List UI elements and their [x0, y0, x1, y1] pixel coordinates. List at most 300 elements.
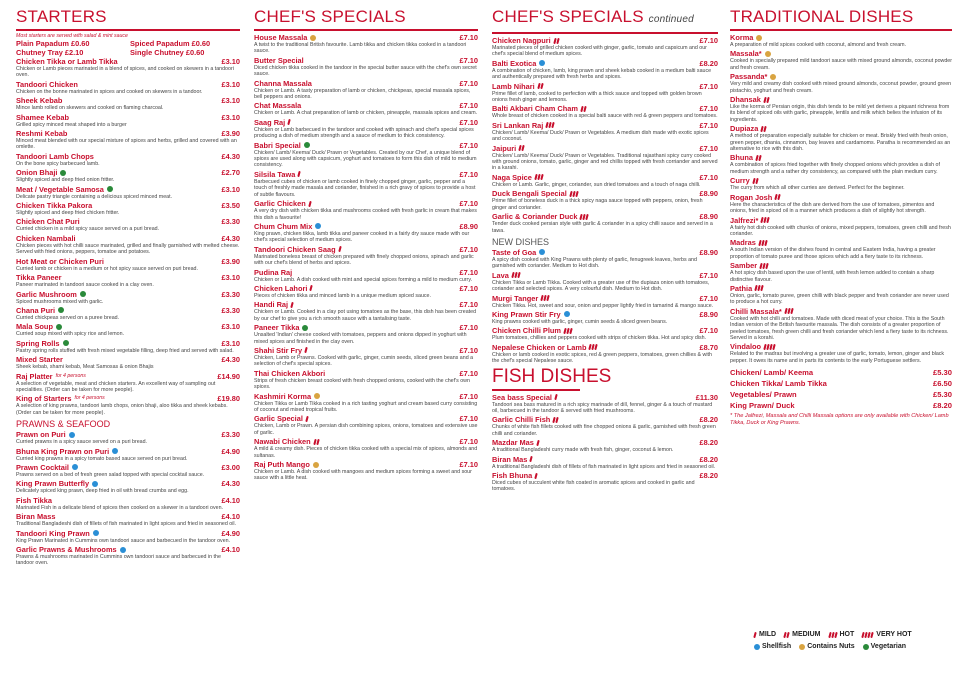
menu-item-header [254, 222, 478, 231]
menu-item-description: Marinated pieces of grilled chicken cooked with ginger, garlic, tomato and capsicum and our chef's special blend of medium spices. [492, 45, 707, 58]
menu-item [254, 323, 478, 345]
menu-item [730, 176, 952, 191]
vegetarian-icon-badge [107, 186, 113, 192]
menu-item-header [254, 79, 478, 88]
curry-price-row [730, 400, 952, 411]
chili-icon [556, 37, 559, 43]
chefs-specials-title: CHEF'S SPECIALS [254, 7, 406, 26]
menu-item-header [492, 310, 718, 319]
menu-item [16, 234, 240, 256]
menu-item-price: £3.10 [221, 322, 240, 332]
chili-rating-icon [756, 155, 762, 161]
menu-item [492, 189, 718, 211]
curry-option-name: King Prawn/ Duck [730, 401, 795, 411]
menu-item [254, 369, 478, 391]
traditional-dishes-title: TRADITIONAL DISHES [730, 7, 914, 26]
shellfish-icon-badge [93, 530, 99, 536]
chili-rating-icon [764, 97, 770, 103]
menu-item-price: £7.10 [459, 199, 478, 209]
menu-item [254, 414, 478, 436]
shellfish-icon [69, 432, 75, 438]
title-rule [492, 389, 580, 391]
menu-item [16, 80, 240, 95]
chili-icon [772, 344, 775, 350]
menu-item [730, 238, 952, 260]
menu-item-name: Biran Mas [492, 454, 528, 464]
menu-item-header [730, 342, 952, 351]
menu-item-price: £8.70 [699, 342, 718, 352]
chili-rating-icon [759, 240, 768, 246]
menu-item-header [16, 372, 240, 381]
menu-item-header [254, 245, 478, 254]
menu-item-name: Fish Bhuna [492, 471, 533, 480]
menu-item-name: Saag Raj [254, 117, 286, 127]
chili-rating-icon [555, 394, 558, 400]
chili-icon [586, 213, 589, 219]
curry-option-name: Vegetables/ Prawn [730, 390, 797, 400]
menu-item-header [492, 326, 718, 335]
menu-item-name: Dhansak [730, 95, 761, 105]
chili-icon [766, 96, 769, 102]
menu-item [492, 59, 718, 81]
menu-item-description: A mild & creamy dish. Pieces of chicken tikka cooked with a special mix of spices, almonds and sultanas. [254, 446, 478, 459]
menu-item-name: King Prawn Butterfly [16, 479, 90, 489]
menu-item-header [730, 261, 952, 270]
menu-item-name: Fish Tikka [16, 495, 53, 505]
menu-item [16, 306, 240, 321]
menu-item [16, 290, 240, 305]
menu-item-header [16, 447, 240, 456]
menu-item-description: Here the characteristics of the dish are derived from the use of tomatoes, pimentos and onions, fried in spiced oil in a manner which produces a dish of slightly hot strength. [730, 201, 935, 215]
menu-item-header [16, 463, 240, 472]
section-title-text: CHEF'S SPECIALS [492, 7, 644, 26]
menu-item-header [254, 170, 478, 179]
menu-item-header [16, 339, 240, 348]
curry-price-row [730, 378, 952, 389]
chili-rating-icon [305, 347, 308, 353]
menu-item-description: Curried chicken in a mild spicy sauce served on a puri bread. [16, 226, 160, 233]
menu-item-header [730, 216, 952, 225]
prawns-list [16, 430, 240, 567]
legend-label: VERY HOT [876, 631, 912, 638]
shellfish-icon [112, 448, 118, 454]
menu-item-description: Prime fillet of boneless duck in a thick spicy naga sauce topped with peppers, onion, fresh ginger and coriander. [492, 198, 703, 211]
shellfish-icon [315, 223, 321, 229]
vegetarian-icon-badge [80, 291, 86, 297]
menu-item-name: Garlic Mushroom [16, 289, 77, 299]
chili-icon [575, 191, 578, 197]
nut-icon-badge [765, 51, 771, 57]
chili-icon [298, 171, 301, 177]
menu-item-price: £3.90 [221, 129, 240, 139]
menu-item-price: £7.10 [459, 33, 478, 42]
menu-item-name: Silsila Tawa [254, 169, 296, 179]
menu-item-price: £7.10 [459, 391, 478, 401]
shellfish-icon-badge [92, 481, 98, 487]
starters-list [16, 57, 240, 416]
menu-item-description: Prawns served on a bed of fresh green salad topped with special cocktail sauce. [16, 471, 205, 478]
legend-shellfish [754, 641, 791, 653]
menu-item-header [254, 118, 478, 127]
menu-item-name: Jaipuri [492, 143, 517, 153]
menu-item-description: Chicken on the bonne marinated in spices and cooked on skewers in a tandoor. [16, 88, 203, 95]
curry-price-row [730, 389, 952, 400]
menu-item-price: £7.10 [699, 326, 718, 336]
vegetarian-icon-badge [56, 324, 62, 330]
chili-rating-icon [553, 417, 559, 423]
menu-item [16, 129, 240, 151]
menu-item [254, 346, 478, 368]
menu-item-header [254, 460, 478, 469]
menu-item-name: Mazdar Mas [492, 438, 534, 448]
menu-item-header [254, 300, 478, 309]
chefs-specials-continued-list [492, 36, 718, 234]
prawns-title: PRAWNS & SEAFOOD [16, 419, 111, 430]
menu-item-name: Babri Special [254, 140, 301, 150]
menu-item-description: Chicken or Lamb. Garlic, ginger, coriander, sun dried tomatoes and a touch of naga chilli. [492, 181, 701, 188]
menu-item-name: Raj Platter [16, 371, 53, 381]
legend-medium [784, 629, 820, 641]
menu-item-price: £4.10 [221, 495, 240, 505]
menu-item-description: Pastry spring rolls stuffed with fresh mixed vegetable filling, deep fried and served with salad. [16, 347, 234, 354]
chili-icon [583, 106, 586, 112]
menu-item-description: Onion, garlic, tomato puree, green chilli with black pepper and fresh coriander are never used to produce a hot curry. [730, 292, 949, 306]
menu-item-header [492, 144, 718, 153]
menu-item-price: £8.20 [699, 454, 718, 464]
vegetarian-icon [304, 142, 310, 148]
menu-item-header [730, 124, 952, 133]
menu-item [492, 415, 718, 437]
shellfish-icon [539, 60, 545, 66]
legend-label: MILD [759, 631, 777, 638]
papadum-item: Plain Papadum £0.60 [16, 39, 90, 48]
traditional-dishes-list [730, 33, 952, 364]
menu-item-price: £14.90 [217, 371, 240, 381]
menu-item-description: Pieces of chicken tikka and minced lamb in a unique medium spiced sauce. [254, 292, 431, 299]
menu-item-header [492, 212, 718, 221]
menu-item-price: £8.90 [699, 189, 718, 199]
menu-item-description: Chicken, Lamb or Prawn. A persian dish combining spices, onions, tomatoes and extensive use of garlic. [254, 423, 478, 436]
curry-price-row [730, 367, 952, 378]
menu-item-description: Chicken or Lamb. A tasty preparation of lamb or chicken, chickpeas, special massala spices, bell peppers and onions. [254, 87, 471, 101]
menu-item-header [254, 369, 478, 378]
title-rule [730, 29, 952, 31]
menu-item-price: £4.30 [221, 233, 240, 243]
chefs-specials-continued-column [492, 6, 718, 494]
legend-label: MEDIUM [792, 631, 821, 638]
menu-item-header [492, 121, 718, 130]
menu-item-price: £3.90 [221, 256, 240, 266]
chili-rating-icon [512, 272, 521, 278]
menu-item-price: £7.10 [699, 36, 718, 45]
menu-item-name: Pathia [730, 283, 753, 293]
menu-item [254, 33, 478, 55]
menu-item-header [254, 141, 478, 150]
nut-icon-badge [313, 462, 319, 468]
chili-rating-icon [339, 246, 342, 252]
menu-item-price: £3.30 [221, 217, 240, 227]
menu-item [254, 199, 478, 221]
shellfish-icon [120, 547, 126, 553]
nut-icon [313, 462, 319, 468]
menu-item-header [730, 153, 952, 162]
chili-icon [755, 178, 758, 184]
menu-item-header [16, 394, 240, 403]
starters-column [16, 6, 240, 568]
menu-item-description: Cooked with hot chilli and tomatoes. Made with diced meat of your choice. This is the South Indian version of the British favourite massala. The dish consists of a greater proportion of peeled tomatoes, fresh green chilli and fresh coriander which lend a fiery taste to its richness. Served in a korahi. [730, 315, 949, 341]
menu-item-price: £7.10 [459, 169, 478, 179]
menu-item-price: £4.90 [221, 446, 240, 456]
chili-rating-icon [291, 302, 294, 308]
menu-item-header [16, 355, 240, 364]
menu-item-name: Tandoori Chicken [16, 79, 78, 89]
menu-item [492, 248, 718, 270]
menu-item-header [254, 33, 478, 42]
menu-item-header [730, 307, 952, 316]
menu-item [254, 101, 478, 116]
menu-item-name: Duck Bengali Special [492, 189, 567, 199]
menu-item-description: King prawn, chicken tikka, lamb tikka and paneer cooked in a fairly dry sauce made with our chef's special selection of medium spices. [254, 230, 470, 244]
menu-item-price: £4.30 [221, 151, 240, 161]
menu-item-name: Sri Lankan Raj [492, 120, 544, 130]
chili-rating-icon [546, 122, 555, 128]
menu-item-name: Nawabi Chicken [254, 437, 311, 447]
menu-item-price: £7.10 [459, 283, 478, 293]
nut-icon [765, 51, 771, 57]
chili-icon [310, 285, 313, 291]
vegetarian-icon [107, 186, 113, 192]
menu-item-description: Curried soup mixed with spicy rice and lemon. [16, 331, 125, 338]
menu-item-header [730, 176, 952, 185]
chili-rating-icon [570, 191, 579, 197]
shellfish-icon [92, 481, 98, 487]
menu-item-name: Lava [492, 270, 509, 280]
menu-item-name: King Prawn Stir Fry [492, 309, 561, 319]
papadum-item: Chutney Tray £2.10 [16, 47, 84, 57]
vegetarian-icon [60, 170, 66, 176]
menu-item-description: Curried prawns in a spicy sauce served on a puri bread. [16, 439, 148, 446]
menu-item [254, 222, 478, 244]
menu-item [492, 438, 718, 453]
menu-item-name: Chat Massala [254, 101, 302, 111]
nut-icon-badge [770, 74, 776, 80]
menu-item-name: Prawn on Puri [16, 430, 66, 440]
menu-item-description: Chicken pieces with hot chilli sauce marinated, grilled and finally garnished with melted cheese. Served with fried onions, peppers, tomatoe and potatoes. [16, 242, 240, 256]
menu-item [16, 168, 240, 183]
vegetarian-icon-badge [58, 307, 64, 313]
menu-item-price: £4.90 [221, 528, 240, 538]
chili-icon [753, 632, 756, 638]
menu-item-price: £8.20 [699, 471, 718, 480]
menu-item-price: £7.10 [699, 81, 718, 91]
menu-item-header [16, 113, 240, 122]
menu-item-description: Chicken or Lamb. A dish cooked with mint and special spices forming a mild to medium curry. [254, 276, 473, 283]
menu-item [16, 273, 240, 288]
menu-item [254, 300, 478, 322]
menu-item-description: Chicken/ Lamb/ Keema/ Duck/ Prawn or Vegetables. Created by our Chef, a unique blend of spices are used along with capsicum, yoghurt and tomatoes to form this dish of mild to medium consistency. [254, 149, 477, 169]
menu-item-name: Massala* [730, 49, 762, 59]
chili-rating-icon [537, 440, 540, 446]
shellfish-icon-badge [120, 547, 126, 553]
menu-item-description: Chicken or Lamb pieces marinated in a blend of spices, and cooked on skewers in a tandoori oven. [16, 66, 234, 79]
menu-item-header [492, 455, 718, 464]
menu-item-price: £7.10 [699, 143, 718, 153]
chili-rating-icon [581, 106, 587, 112]
starters-note: Most starters are served with salad & mint sauce [16, 33, 128, 39]
menu-item-header [16, 201, 240, 210]
menu-item-header [16, 529, 240, 538]
title-rule [16, 29, 240, 31]
menu-item-price: £7.10 [459, 300, 478, 310]
menu-item-header [492, 271, 718, 280]
menu-item-description: Chunks of white fish fillets cooked with fine chopped onions & garlic, garnished with fresh green chilli and coriander. [492, 424, 716, 437]
menu-item [16, 322, 240, 337]
menu-item-price: £3.10 [221, 184, 240, 194]
nut-icon-badge [314, 393, 320, 399]
menu-item-header [254, 437, 478, 446]
menu-item-header [254, 101, 478, 110]
menu-item-description: Curried king prawns in a spicy tomato based sauce served on puri bread. [16, 455, 188, 462]
menu-item-price: £3.10 [221, 79, 240, 89]
menu-item-price: £8.20 [699, 438, 718, 448]
menu-item-name: Chilli Massala* [730, 306, 782, 316]
menu-item-description: A method of preparation especially suitable for chicken or meat. Briskly fried with fresh onion, green pepper, dhania, cinnamon, bay leaves and cardamoms. Paratha is recommended as an alternative to rice with this dish. [730, 133, 951, 153]
menu-item [16, 447, 240, 462]
menu-item-header [254, 392, 478, 401]
menu-item [254, 79, 478, 101]
chili-rating-icon [785, 308, 794, 314]
menu-item-description: The curry from which all other curries are derived. Perfect for the beginner. [730, 185, 905, 192]
menu-item-header [254, 199, 478, 208]
chili-icon [764, 126, 767, 132]
menu-item-description: Chicken, Lamb or Prawns. Cooked with garlic, ginger, cumin seeds, sliced green beans and a selection of chef's special spices. [254, 354, 474, 368]
menu-item-price: £7.10 [459, 140, 478, 150]
menu-item-name: Butter Special [254, 55, 304, 65]
menu-item [492, 144, 718, 172]
chili-rating-icon [761, 126, 767, 132]
shellfish-icon [539, 249, 545, 255]
menu-item-price: £11.30 [695, 392, 718, 402]
menu-item-price: £7.10 [459, 267, 478, 277]
chili-icon [540, 174, 543, 180]
menu-item [492, 310, 718, 325]
menu-item [492, 36, 718, 58]
menu-item-description: A combination of spices fried together with finely chopped onions which provides a dish of medium strength and a rather dry consistency, as compared with the plain medium curry. [730, 162, 940, 175]
chili-rating-icon [298, 171, 301, 177]
chili-rating-icon [554, 38, 560, 44]
menu-item-description: Tender duck cooked persian style with garlic & coriander in a spicy chilli sauce and served in a tawa. [492, 221, 713, 234]
menu-item-name: Mala Soup [16, 322, 53, 332]
menu-item-description: Chicken or Lamb. Cooked in a clay pot using tomatoes as the base, this dish has been created by our chef to give you a rich smooth sauce with a tantalising taste. [254, 309, 477, 322]
menu-item-price: £4.30 [221, 355, 240, 365]
menu-item-description: Slightly spiced and deep fried onion fritter. [16, 177, 115, 184]
menu-item [730, 33, 952, 48]
chili-icon [308, 200, 311, 206]
menu-item-name: Chum Chum Mix [254, 221, 313, 231]
chili-rating-icon [761, 217, 770, 223]
menu-item [730, 261, 952, 283]
allergen-legend-row [754, 641, 954, 653]
heat-legend-row [754, 629, 954, 641]
legend-label: Shellfish [762, 643, 792, 650]
menu-item-description: Spiced mushrooms mixed with garlic. [16, 298, 104, 305]
menu-item-name: Tikka Paneer [16, 273, 62, 283]
menu-item-name: Jalfrezi* [730, 215, 759, 225]
menu-item-name: Garlic Chilli Fish [492, 415, 551, 425]
menu-item-header [254, 323, 478, 332]
papadum-item: Spiced Papadum £0.60 [130, 39, 211, 48]
menu-item [16, 545, 240, 567]
chefs-specials-continued-title [492, 6, 718, 31]
menu-item-description: Very mild and creamy dish cooked with mixed ground almonds, coconut powder, ground green pistachio, yoghurt and fresh cream. [730, 81, 952, 94]
menu-item-name: Taste of Goa [492, 247, 537, 257]
menu-item-name: Channa Massala [254, 78, 312, 88]
chili-rating-icon [535, 174, 544, 180]
chili-icon [517, 272, 520, 278]
menu-item-header [492, 248, 718, 257]
menu-item [16, 463, 240, 478]
starters-title: STARTERS [16, 7, 107, 26]
menu-item-name: Korma [730, 33, 754, 42]
chili-icon [767, 217, 770, 223]
menu-item-name: Dupiaza [730, 124, 759, 134]
menu-item [730, 153, 952, 175]
menu-item-description: Plum tomatoes, chillies and peppers cooked with strips of chicken tikka. Hot and spicy dish. [492, 335, 707, 342]
new-dishes-title: NEW DISHES [492, 236, 550, 247]
menu-item-name: Rogan Josh [730, 192, 773, 202]
menu-item-description: Diced chicken tikka cooked in the tandoor in the special butter sauce with the chef's own secret sauce. [254, 64, 477, 78]
menu-item-price: £8.90 [459, 221, 478, 231]
chili-icon [316, 439, 319, 445]
nut-icon-badge [756, 35, 762, 41]
menu-item-price: £4.10 [221, 545, 240, 554]
chili-rating-icon [775, 194, 781, 200]
menu-item-header [16, 80, 240, 89]
menu-item-description: Minced meat blended with our special mixture of spices and herbs, grilled and covered with an omlette. [16, 138, 237, 151]
menu-item-price: £3.10 [221, 338, 240, 348]
menu-item [254, 56, 478, 78]
menu-item-description: Chicken/ Lamb/ Keema/ Duck/ Prawn or Vegetables. Traditional rajasthani spicy curry cooked with ground onions, tomato, garlic, ginger and red chillis topped with fresh corriander and served in a karahi. [492, 152, 718, 172]
menu-item-name: Shamee Kebab [16, 112, 69, 122]
menu-item-name: Handi Raj [254, 300, 289, 310]
curry-option-price: £5.30 [932, 390, 952, 400]
chili-icon [556, 417, 559, 423]
menu-item [492, 82, 718, 104]
menu-item [16, 185, 240, 200]
chili-rating-icon [764, 344, 776, 350]
menu-item-price: £3.10 [221, 273, 240, 283]
menu-item-price: £7.10 [459, 414, 478, 424]
papadum-list [16, 40, 240, 57]
menu-item-description: Like the korma of Persian origin, this dish tends to be mild yet derives a piquant richness from its blend of spiced oils with garlic, pineapple, lentils and milk which belies the infusion of its ingredients. [730, 104, 950, 123]
chili-rating-icon [760, 263, 769, 269]
menu-item-price: £7.10 [699, 120, 718, 130]
legend-nuts [799, 641, 854, 653]
menu-item-header [254, 284, 478, 293]
menu-item [254, 392, 478, 414]
menu-item-price: £7.10 [699, 270, 718, 280]
menu-item-name: Garlic & Coriander Duck [492, 212, 578, 222]
menu-item-header [16, 479, 240, 488]
menu-item-header [730, 33, 952, 42]
menu-item-qualifier: for 4 persons [74, 395, 105, 402]
menu-item [16, 529, 240, 544]
legend-vegetarian [863, 641, 906, 653]
menu-item-header [730, 238, 952, 247]
menu-item-price: £8.20 [699, 58, 718, 68]
menu-item-header [730, 72, 952, 81]
nut-icon [770, 74, 776, 80]
